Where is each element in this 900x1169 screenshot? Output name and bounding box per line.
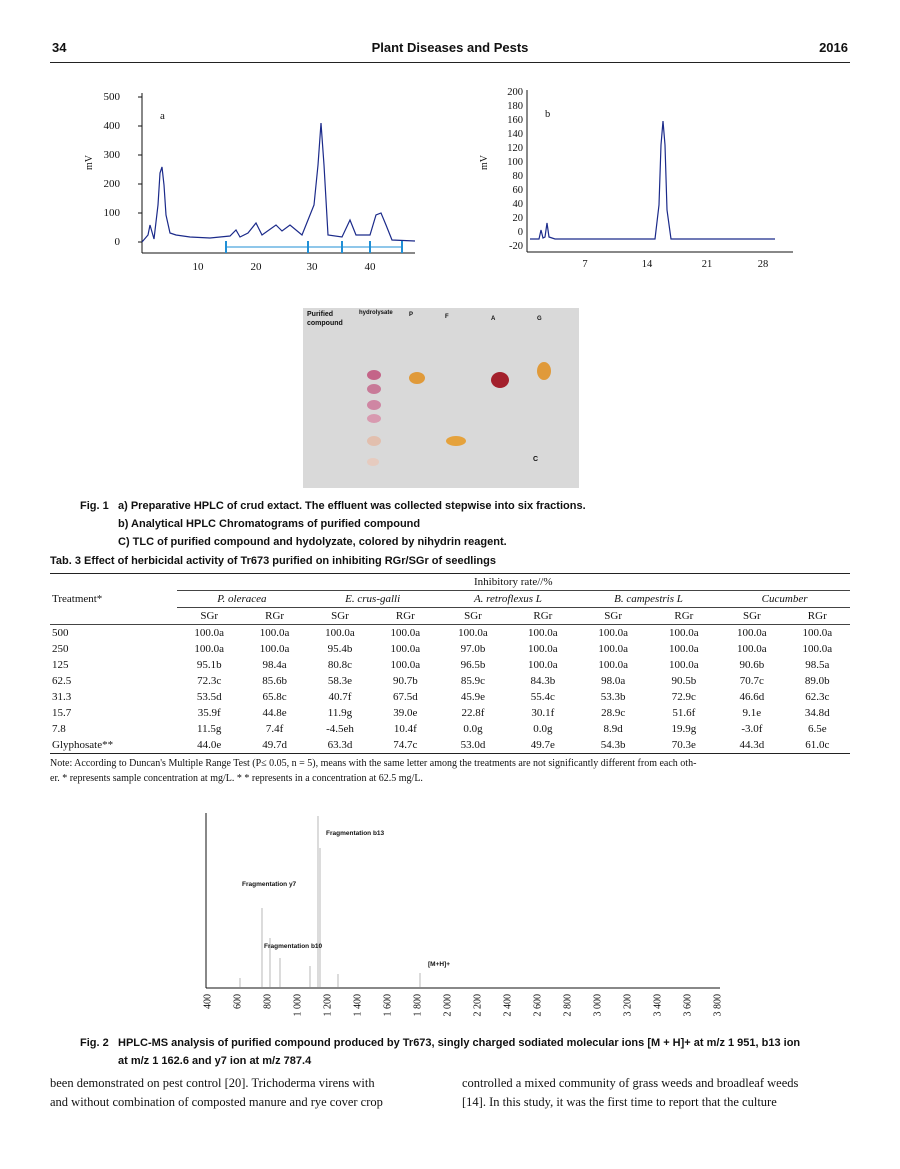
header-rule	[50, 62, 850, 63]
annotation-b13: Fragmentation b13	[326, 830, 385, 837]
value-cell: 61.0c	[805, 739, 830, 751]
rgr-header: RGr	[807, 610, 827, 622]
value-cell: 74.7c	[393, 739, 418, 751]
value-cell: 80.8c	[327, 659, 353, 671]
tlc-spot	[446, 436, 466, 446]
year: 2016	[819, 40, 848, 55]
sgr-header: SGr	[200, 610, 219, 622]
sgr-header: SGr	[604, 610, 623, 622]
treatment-cell: 62.5	[52, 675, 72, 687]
value-cell: 100.0a	[194, 643, 225, 655]
value-cell: 95.1b	[196, 659, 222, 671]
species-header: P. oleracea	[177, 591, 308, 608]
value-cell: 0.0g	[533, 723, 553, 735]
value-cell: 63.3d	[327, 739, 353, 751]
lane-label-hydrolysate: hydrolysate	[359, 310, 393, 316]
sgr-header: SGr	[464, 610, 482, 622]
tlc-spot	[367, 458, 379, 466]
ms-x-tick: 1 600	[382, 994, 394, 1017]
tlc-spot	[537, 362, 551, 380]
value-cell: 49.7e	[530, 739, 555, 751]
value-cell: 53.3b	[600, 691, 626, 703]
yb-tick-40: 40	[512, 199, 523, 210]
table3-title: Tab. 3 Effect of herbicidal activity of Tr673 purified on inhibiting RGr/SGr of seedlings	[50, 555, 496, 567]
ms-x-tick: 3 800	[712, 994, 724, 1017]
value-cell: 100.0a	[259, 643, 290, 655]
value-cell: 89.0b	[804, 675, 830, 687]
yb-tick-200: 200	[507, 87, 523, 98]
value-cell: 65.8c	[262, 691, 287, 703]
value-cell: 100.0a	[528, 659, 558, 671]
lane-label-p: P	[409, 312, 414, 318]
table-row	[50, 673, 850, 689]
species-header: E. crus-galli	[307, 591, 438, 608]
value-cell: 96.5b	[460, 659, 486, 671]
value-cell: 100.0a	[325, 627, 355, 639]
value-cell: 40.7f	[328, 691, 352, 703]
sgr-header: SGr	[743, 610, 761, 622]
body-left-line: and without combination of composted manure and rye cover crop	[50, 1095, 383, 1109]
value-cell: 0.0g	[463, 723, 483, 735]
ms-x-tick: 3 000	[592, 994, 604, 1017]
table3	[50, 573, 850, 754]
value-cell: 35.9f	[197, 707, 221, 719]
value-cell: 100.0a	[390, 643, 421, 655]
table-row	[50, 737, 850, 754]
tlc-spot	[367, 400, 381, 410]
body-right-col	[462, 1074, 852, 1112]
value-cell: 46.6d	[739, 691, 765, 703]
xa-tick-20: 20	[250, 261, 262, 273]
table-row	[50, 657, 850, 673]
panel-b-ylabel: mV	[479, 155, 490, 170]
value-cell: 70.3e	[671, 739, 696, 751]
rgr-header: RGr	[265, 610, 285, 622]
ms-x-tick: 2 800	[562, 994, 574, 1017]
yb-tick-180: 180	[507, 101, 523, 112]
value-cell: 100.0a	[737, 627, 767, 639]
value-cell: 44.0e	[197, 739, 222, 751]
value-cell: 100.0a	[458, 627, 488, 639]
panel-b-label: b	[545, 109, 551, 120]
value-cell: 70.7c	[739, 675, 764, 687]
annotation-y7: Fragmentation y7	[242, 881, 297, 888]
treatment-cell: Glyphosate**	[52, 739, 114, 751]
fig1-caption-label: Fig. 1	[80, 500, 109, 512]
value-cell: 22.8f	[461, 707, 485, 719]
lane-label-f: F	[445, 314, 449, 320]
value-cell: 34.8d	[804, 707, 830, 719]
table-row	[50, 641, 850, 657]
fig1-caption-a: a) Preparative HPLC of crud extact. The effluent was collected stepwise into six fractions.	[118, 500, 586, 512]
value-cell: 62.3c	[805, 691, 830, 703]
ms-x-tick: 800	[262, 994, 274, 1009]
value-cell: 19.9g	[671, 723, 697, 735]
ms-x-tick: 3 400	[652, 994, 664, 1017]
tlc-spot	[367, 384, 381, 394]
value-cell: 100.0a	[390, 659, 421, 671]
value-cell: 98.5a	[805, 659, 830, 671]
value-cell: 100.0a	[669, 643, 699, 655]
value-cell: 90.7b	[392, 675, 418, 687]
value-cell: 8.9d	[603, 723, 623, 735]
table-row	[50, 625, 850, 642]
value-cell: 98.0a	[601, 675, 626, 687]
value-cell: 45.9e	[460, 691, 486, 703]
ms-x-tick: 2 000	[442, 994, 454, 1017]
sgr-header: SGr	[331, 610, 349, 622]
value-cell: 100.0a	[669, 659, 699, 671]
panel-b-trace	[530, 121, 775, 239]
rgr-header: RGr	[674, 610, 694, 622]
value-cell: 100.0a	[669, 627, 699, 639]
body-left-line: been demonstrated on pest control [20]. Trichoderma virens with	[50, 1076, 375, 1090]
fig2-caption-label: Fig. 2	[80, 1037, 109, 1049]
table-row	[50, 689, 850, 705]
value-cell: 85.9c	[460, 675, 486, 687]
treatment-cell: 7.8	[52, 723, 66, 735]
value-cell: 84.3b	[530, 675, 556, 687]
value-cell: 98.4a	[262, 659, 287, 671]
value-cell: 100.0a	[528, 627, 558, 639]
lane-label-g: G	[537, 316, 542, 322]
panel-a-ylabel: mV	[84, 155, 95, 170]
fig2-caption-line1: HPLC-MS analysis of purified compound produced by Tr673, singly charged sodiated molecular ions [M + H]+ at m/z 1 951, b13 ion	[118, 1037, 801, 1049]
yb-tick-0: 0	[517, 227, 523, 238]
ms-x-tick: 2 600	[532, 994, 544, 1017]
xa-tick-40: 40	[364, 261, 376, 273]
value-cell: 49.7d	[262, 739, 287, 751]
treatment-cell: 125	[52, 659, 69, 671]
ms-x-tick-labels	[202, 994, 723, 1017]
value-cell: 100.0a	[528, 643, 558, 655]
yb-tick-160: 160	[507, 115, 523, 126]
yb-tick-20: 20	[512, 213, 523, 224]
table-row	[50, 705, 850, 721]
ya-tick-400: 400	[103, 120, 120, 132]
yb-tick-120: 120	[507, 143, 523, 154]
value-cell: 58.3e	[327, 675, 353, 687]
ms-x-tick: 2 200	[472, 994, 484, 1017]
xb-tick-14: 14	[641, 259, 653, 270]
value-cell: 9.1e	[742, 707, 762, 719]
table3-note-2: er. * represents sample concentration at mg/L. * * represents in a concentration at 62.5 mg/L.	[50, 773, 423, 784]
page-number: 34	[52, 40, 67, 55]
value-cell: 100.0a	[390, 627, 421, 639]
fig1-panel-b	[475, 85, 795, 275]
yb-tick-80: 80	[512, 171, 523, 182]
value-cell: 44.3d	[739, 739, 765, 751]
value-cell: 100.0a	[802, 643, 833, 655]
value-cell: 100.0a	[598, 627, 628, 639]
value-cell: -3.0f	[741, 723, 763, 735]
value-cell: 95.4b	[327, 643, 353, 655]
value-cell: 28.9c	[601, 707, 626, 719]
tlc-spot	[409, 372, 425, 384]
xa-tick-10: 10	[192, 261, 204, 273]
tlc-spot	[491, 372, 509, 388]
ya-tick-100: 100	[103, 207, 120, 219]
yb-tick-60: 60	[512, 185, 523, 196]
value-cell: 30.1f	[531, 707, 555, 719]
lane-label-purified: Purified compound	[307, 311, 343, 327]
species-header: Cucumber	[719, 591, 850, 608]
value-cell: 100.0a	[802, 627, 833, 639]
value-cell: 67.5d	[392, 691, 418, 703]
ya-tick-300: 300	[103, 149, 120, 161]
value-cell: 72.9c	[671, 691, 696, 703]
rgr-header: RGr	[395, 610, 415, 622]
value-cell: -4.5eh	[326, 723, 354, 735]
value-cell: 53.0d	[460, 739, 486, 751]
value-cell: 85.6b	[262, 675, 287, 687]
body-left-col	[50, 1074, 440, 1112]
value-cell: 72.3c	[197, 675, 222, 687]
value-cell: 100.0a	[737, 643, 767, 655]
ms-x-tick: 600	[232, 994, 244, 1009]
fig1-caption-c: C) TLC of purified compound and hydolyzate, colored by nihydrin reagent.	[118, 536, 507, 548]
ms-peaks	[240, 816, 420, 988]
value-cell: 53.5d	[196, 691, 222, 703]
fig1-caption-b: b) Analytical HPLC Chromatograms of purified compound	[118, 518, 421, 530]
species-header: B. campestris L	[578, 591, 719, 608]
value-cell: 55.4c	[530, 691, 555, 703]
value-cell: 51.6f	[672, 707, 696, 719]
table3-body	[50, 625, 850, 754]
ms-x-tick: 1 200	[322, 994, 334, 1017]
yb-tick-100: 100	[507, 157, 523, 168]
lane-label-a: A	[491, 316, 496, 322]
value-cell: 11.5g	[197, 723, 222, 735]
tlc-spot	[367, 414, 381, 423]
body-right-line: controlled a mixed community of grass weeds and broadleaf weeds	[462, 1076, 799, 1090]
tlc-spot	[367, 436, 381, 446]
body-right-line: [14]. In this study, it was the first time to report that the culture	[462, 1095, 777, 1109]
treatment-cell: 15.7	[52, 707, 72, 719]
value-cell: 44.8e	[262, 707, 287, 719]
ya-tick-0: 0	[114, 236, 120, 248]
value-cell: 97.0b	[460, 643, 486, 655]
yb-tick-neg20: -20	[509, 241, 523, 252]
treatment-cell: 500	[52, 627, 69, 639]
xb-tick-21: 21	[701, 259, 713, 270]
value-cell: 39.0e	[393, 707, 418, 719]
table3-note-1: Note: According to Duncan's Multiple Range Test (P≤ 0.05, n = 5), means with the same letter among the treatments are not significantly different from each oth-	[50, 758, 697, 769]
tlc-spot	[367, 370, 381, 380]
ms-x-tick: 3 200	[622, 994, 634, 1017]
xb-tick-7: 7	[582, 259, 588, 270]
value-cell: 54.3b	[600, 739, 626, 751]
ms-x-tick: 1 000	[292, 994, 304, 1017]
value-cell: 90.5b	[671, 675, 697, 687]
ms-x-tick: 1 400	[352, 994, 364, 1017]
value-cell: 100.0a	[598, 643, 628, 655]
fig1-panel-c-tlc-plate	[303, 308, 579, 488]
xa-tick-30: 30	[306, 261, 318, 273]
treatment-cell: 250	[52, 643, 69, 655]
fig2-ms-spectrum	[170, 808, 730, 1033]
panel-a-label: a	[160, 110, 165, 122]
value-cell: 7.4f	[265, 723, 284, 735]
fig2-caption-line2: at m/z 1 162.6 and y7 ion at m/z 787.4	[118, 1055, 312, 1067]
annotation-b10: Fragmentation b10	[264, 943, 323, 950]
table-row	[50, 721, 850, 737]
inhibitory-rate-header: Inhibitory rate//%	[177, 574, 850, 591]
ms-x-tick: 2 400	[502, 994, 514, 1017]
fig1-panel-a	[80, 85, 420, 275]
panel-c-label: C	[533, 456, 539, 463]
value-cell: 100.0a	[194, 627, 225, 639]
ms-x-tick: 1 800	[412, 994, 424, 1017]
ms-x-tick: 400	[202, 994, 214, 1009]
value-cell: 100.0a	[598, 659, 628, 671]
value-cell: 90.6b	[739, 659, 765, 671]
yb-tick-140: 140	[507, 129, 523, 140]
rgr-header: RGr	[533, 610, 553, 622]
annotation-mh: [M+H]+	[428, 961, 451, 968]
value-cell: 100.0a	[259, 627, 290, 639]
treatment-header: Treatment*	[52, 593, 103, 605]
value-cell: 10.4f	[393, 723, 417, 735]
ya-tick-500: 500	[103, 91, 120, 103]
treatment-cell: 31.3	[52, 691, 72, 703]
species-header: A. retroflexus L	[438, 591, 578, 608]
value-cell: 6.5e	[807, 723, 827, 735]
ya-tick-200: 200	[103, 178, 120, 190]
journal-title: Plant Diseases and Pests	[371, 40, 529, 55]
panel-a-trace	[142, 123, 415, 242]
ms-x-tick: 3 600	[682, 994, 694, 1017]
xb-tick-28: 28	[757, 259, 769, 270]
value-cell: 11.9g	[327, 707, 353, 719]
